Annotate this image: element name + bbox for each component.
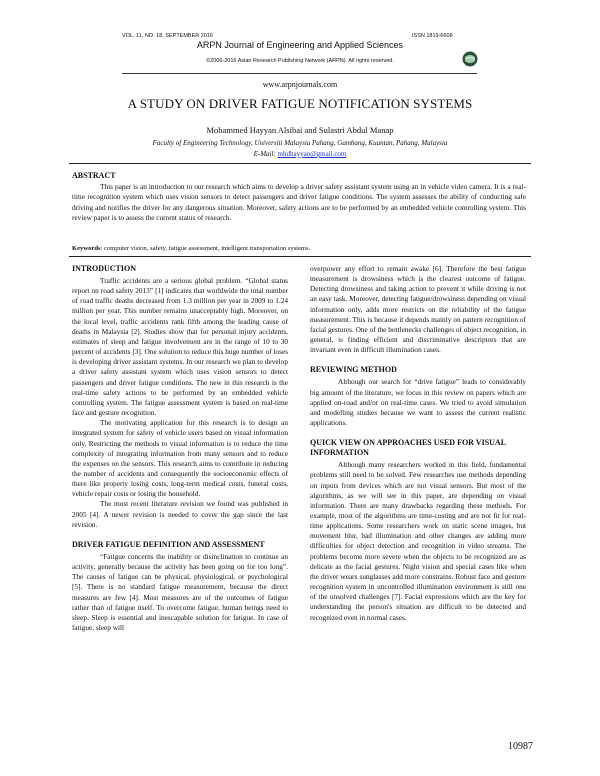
reviewing-method-heading: REVIEWING METHOD [310,365,397,375]
intro-heading: INTRODUCTION [72,264,137,273]
quick-view-paragraph: Although many researchers worked in this field, fundamental problems still need to be solved. Few researches use methods depending on inputs from devices which are not visual sensors. But most of the algorithms, as we will see in this paper, are depending on visual information. There are many drawbacks regarding these methods. For example, most of the algorithms are time-costing and are not fit for real-time applications. Some researchers work on static scene images, but movement blur, bad illumination and other changes are adding more difficulties for object detection and recognition in video streams. The problems become more severe when the objects to be recognized are as delicate as the facial gestures. Night vision and special cases like when the driver wears sunglasses add more constrains. Robust face and gesture recognition system in uncontrolled illumination environment is still one of the unsolved challenges [7]. Facial expressions which are the key for understanding the person's situation are difficult to be detected and recognized even in normal cases. [310,460,526,622]
definition-heading: DRIVER FATIGUE DEFINITION AND ASSESSMENT [72,539,265,549]
keywords-text: : computer vision, safety, fatigue assessment, intelligent transportation systems. [100,245,311,252]
journal-name: ARPN Journal of Engineering and Applied Sciences [196,40,404,50]
intro-paragraph-3: The most recent literature revision we found was published in 2005 [4]. A newer revision is needed to cover the gap since the last revision. [72,499,288,529]
paper-authors: Mohammed Hayyan Alsibai and Sulastri Abdul Manap [206,125,394,135]
issn: ISSN 1819-6608 [412,33,453,39]
volume-info: VOL. 11, NO. 18, SEPTEMBER 2016 [122,33,213,39]
keywords-line [72,245,526,252]
keywords-label: Keywords [72,245,101,252]
abstract-body: This paper is an introduction to our research which aims to develop a driver safety assistant system using an in vehicle video camera. It is a real-time recognition system which uses vision sensors to detect passengers and driver fatigue conditions. The system assesses the ability of conducting safe driving and notifies the driver for any dangerous situation. Moreover, safety actions are to be performed by an embedded vehicle controlling system. This review paper is to assess the current status of research. [72,182,526,222]
intro-paragraph-2: The motivating application for this research is to design an integrated system for safety of vehicle users based on visual information only. Restricting the methods to visual information is to reduce the time complexity of integrating information from many sensors and to reduce the expenses on the sensors. This research aims to contribute in reducing the number of accidents and consequently the socioeconomic effects of there like property losing costs, long-term medical costs, funeral costs, vehicle repair costs or losing the household. [72,418,288,499]
author-affiliation: Faculty of Engineering Technology, Universiti Malaysia Pahang, Gambang, Kuantan, Pahang, Malaysia [152,139,448,147]
journal-website: www.arpnjournals.com [262,80,338,89]
right-column [310,264,526,623]
abstract-bottom-rule [69,256,531,257]
author-email-line [0,150,600,158]
intro-paragraph-1: Traffic accidents are a serious global problem. “Global status report on road safety 2013” [1] indicates that worldwide the total number of road traffic deaths decreased from 1.3 million per year in 2009 to 1.24 million per year. This number remains unacceptably high. Moreover, on the local level, traffic accidents rank fifth among the leading cause of deaths in Malaysia [2]. Studies show that for personal injury accidents, estimates of sleep and fatigue involvement are in the range of 10 to 30 percent of accidents [3]. One solution to reduce this huge number of loses is developing driver assistant systems. In our research we plan to develop a driver safety assistant system which uses vision sensors to detect passengers and driver fatigue conditions. The new in this research is the real-time safety actions to be performed by an embedded vehicle controlling system. The fatigue assessment system is based on real-time face and gesture recognition. [72,276,288,418]
email-label: E-Mail: [253,150,278,158]
paper-title: A STUDY ON DRIVER FATIGUE NOTIFICATION SYSTEMS [127,96,473,111]
copyright-notice: ©2006-2016 Asian Research Publishing Network (ARPN). All rights reserved. [206,58,394,64]
quick-view-heading: QUICK VIEW ON APPROACHES USED FOR VISUAL INFORMATION [310,438,506,458]
definition-paragraph-1: “Fatigue concerns the inability or disinclination to continue an activity, generally because the activity has been going on for too long”. The causes of fatigue can be physical, physiological, or psychological [5]. There is no standard fatigue measurement, because the direct measures are few [4]. Most measures are of the outcomes of fatigue rather than of fatigue itself. To overcome fatigue, human beings need to sleep. Sleep is essential and inescapable solution for fatigue. In case of fatigue, sleep will [72,551,288,632]
email-link[interactable]: mhdhayyan@gmail.com [277,150,347,158]
reviewing-method-paragraph: Although our search for “drive fatigue” leads to considerably big amount of the literature, we focus in this review on papers which are applied on-road and/or on real-time cases. We tried to avoid simulation and modelling studies because we want to assess the current realistic applications. [310,377,526,428]
left-column [72,264,288,633]
abstract-heading: ABSTRACT [72,171,116,180]
abstract-top-rule [69,163,531,164]
header-rule [122,73,477,74]
continued-paragraph: overpower any effort to remain awake [6]. Therefore the best fatigue measurement is drowsiness which is the clearest outcome of fatigue. Detecting drowsiness and taking action to prevent it while driving is not an easy task. Moreover, detecting fatigue/drowsiness depending on visual information only, adds more restricts on the reliability of the fatigue measurement. This is because it depends mainly on pattern recognition of facial gestures. One of the bottlenecks challenges of object recognition, in general, is finding efficient and discriminative descriptors that are invariant even in difficult illumination cases. [310,264,526,355]
journal-logo-icon [462,51,478,67]
page-number: 10987 [508,741,533,752]
